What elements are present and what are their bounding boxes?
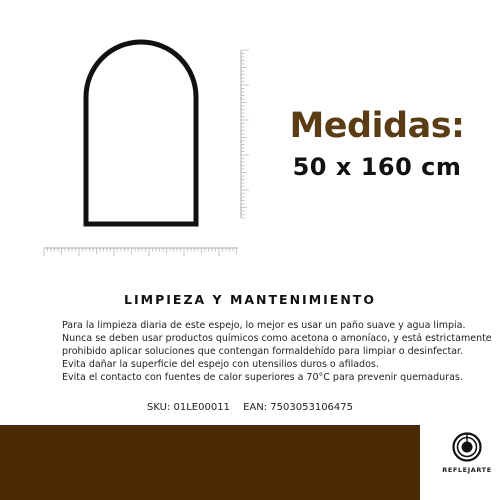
care-line: Evita el contacto con fuentes de calor superiores a 70°C para prevenir quemaduras. [62,372,463,383]
care-line: Evita dañar la superficie del espejo con utensilios duros o afilados. [62,359,379,370]
footer-color-bar [0,425,420,500]
care-line: prohibido aplicar soluciones que contengan formaldehído para limpiar o desinfectar. [62,346,464,357]
care-line: Para la limpieza diaria de este espejo, lo mejor es usar un paño suave y agua limpia. [62,320,466,331]
arched-mirror-outline [86,42,196,224]
horizontal-width-ruler [44,248,238,256]
care-section-title: LIMPIEZA Y MANTENIMIENTO [124,292,376,307]
brand-name: REFLEJARTE [442,466,492,474]
brand-block [440,432,494,474]
sku-code: SKU: 01LE00011 [146,402,230,413]
reflejarte-logo-icon [452,432,482,462]
ean-code: EAN: 7503053106475 [243,402,354,413]
vertical-height-ruler [241,50,249,218]
care-instructions [62,319,492,384]
care-line: Nunca se deben usar productos químicos como acetona o amoníaco, y está estrictamente [62,333,492,344]
measurements-heading: Medidas: [289,106,465,146]
dimensions-value: 50 x 160 cm [292,153,462,181]
product-codes [0,402,500,413]
